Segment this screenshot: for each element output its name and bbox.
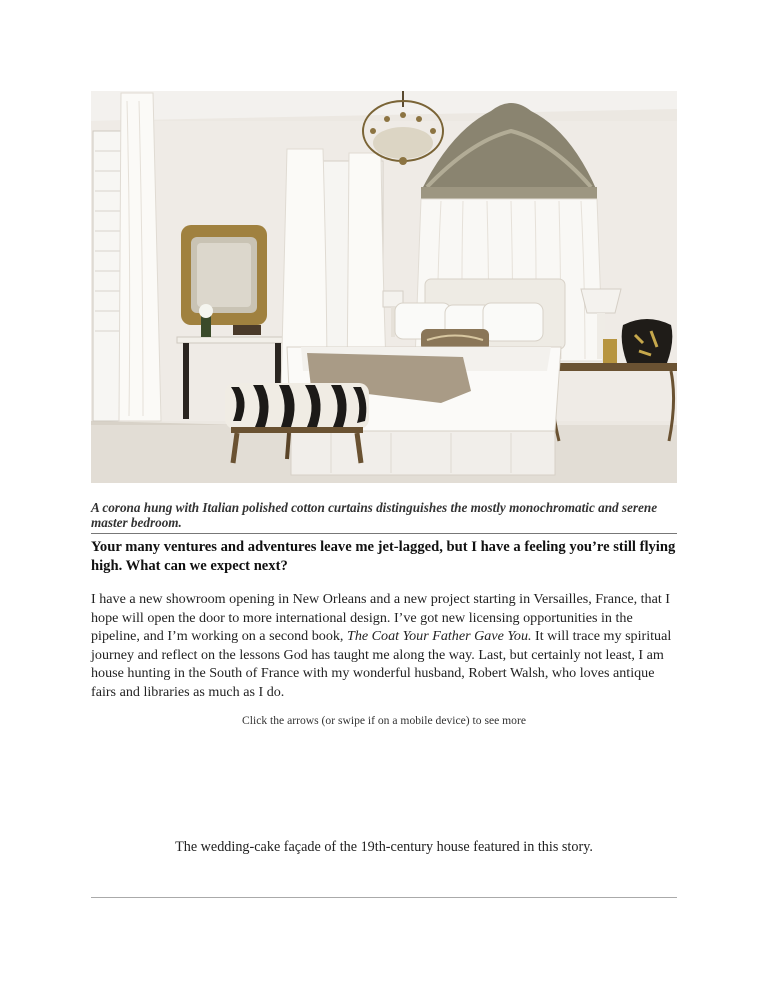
divider-bottom: [91, 897, 677, 898]
book-title: The Coat Your Father Gave You.: [346, 628, 532, 645]
interview-question: Your many ventures and adventures leave me jet-lagged, but I have a feeling you’re still flying high. What can we expect next?: [91, 539, 676, 574]
slide-caption: The wedding-cake façade of the 19th-century house featured in this story.: [175, 839, 593, 855]
interview-answer: [91, 590, 683, 702]
photo-caption: A corona hung with Italian polished cotton curtains distinguishes the mostly monochromatic and serene master bedroom.: [91, 500, 658, 530]
divider: [91, 533, 677, 534]
bedroom-illustration: [91, 91, 677, 483]
answer-text-part-2: It will trace my spiritual journey and reflect on the lessons God has taught me along the way. Last, but certainly not least, I am house hunting in the South of France with my wonderful husband, Robert Walsh, who loves antique fairs and libraries as much as I do.: [91, 628, 672, 700]
slideshow-hint: Click the arrows (or swipe if on a mobile device) to see more: [242, 714, 526, 727]
bedroom-photo: [91, 91, 677, 483]
answer-text-part-1: I have a new showroom opening in New Orleans and a new project starting in Versailles, France, that I hope will open the door to more international design. I’ve got new licensing opportunities in the pipeline, and I’m working on a second book,: [91, 591, 670, 645]
